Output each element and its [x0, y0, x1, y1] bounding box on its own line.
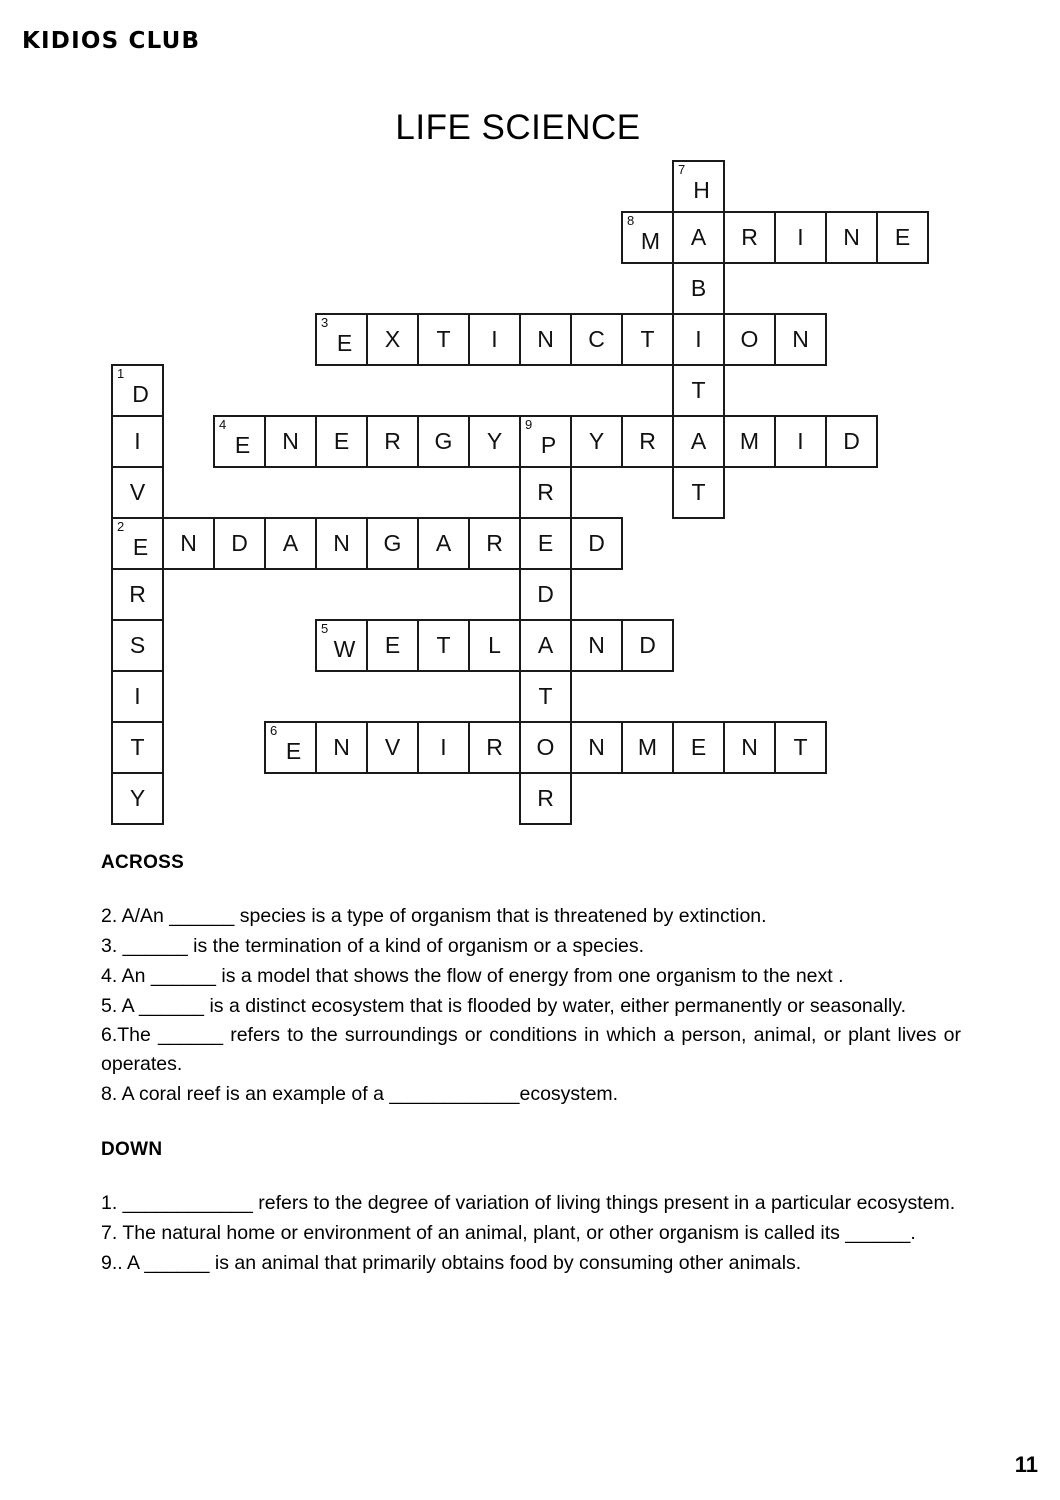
crossword-cell[interactable]: [825, 211, 878, 264]
crossword-cell[interactable]: [723, 415, 776, 468]
crossword-cell[interactable]: [876, 211, 929, 264]
crossword-cell[interactable]: [366, 721, 419, 774]
crossword-cell-letter: D: [588, 530, 605, 556]
crossword-cell-number: 8: [627, 213, 635, 228]
crossword-cell[interactable]: [723, 211, 776, 264]
crossword-cell[interactable]: [213, 517, 266, 570]
crossword-cell[interactable]: [621, 619, 674, 672]
crossword-cell[interactable]: [468, 721, 521, 774]
crossword-cell[interactable]: [315, 415, 368, 468]
crossword-cell[interactable]: [111, 772, 164, 825]
crossword-cell-letter: E: [285, 738, 302, 764]
crossword-cell-letter: D: [231, 530, 248, 556]
crossword-cell-letter: I: [797, 428, 804, 454]
crossword-cell[interactable]: [315, 721, 368, 774]
crossword-cell[interactable]: [672, 415, 725, 468]
crossword-cell[interactable]: [366, 517, 419, 570]
crossword-cell-letter: N: [741, 734, 758, 760]
crossword-cell[interactable]: [519, 721, 572, 774]
down-clue-item: 1. ____________ refers to the degree of variation of living things present in a particular ecosystem.: [101, 1192, 956, 1215]
crossword-cell[interactable]: [366, 415, 419, 468]
page-title: LIFE SCIENCE: [395, 108, 641, 147]
crossword-cell-letter: T: [538, 683, 553, 709]
across-clue-item: 8. A coral reef is an example of a ____________ecosystem.: [101, 1083, 619, 1106]
crossword-cell[interactable]: [315, 619, 368, 672]
crossword-cell[interactable]: [417, 721, 470, 774]
crossword-cell-letter: N: [180, 530, 197, 556]
across-clue-item: 6.The ______ refers to the surroundings or conditions in which a person, animal, or plant lives or operates.: [101, 1024, 961, 1076]
crossword-cell[interactable]: [519, 415, 572, 468]
crossword-cell-letter: A: [282, 530, 299, 556]
crossword-cell-letter: Y: [129, 785, 146, 811]
crossword-cell-letter: E: [537, 530, 554, 556]
crossword-cell-letter: P: [540, 432, 557, 458]
crossword-cell-number: 5: [321, 621, 329, 636]
crossword-cell[interactable]: [111, 415, 164, 468]
crossword-cell-letter: R: [486, 734, 503, 760]
crossword-cell[interactable]: [315, 517, 368, 570]
crossword-cell[interactable]: [621, 721, 674, 774]
crossword-cell-number: 6: [270, 723, 278, 738]
crossword-cell[interactable]: [774, 211, 827, 264]
crossword-cell-number: 3: [321, 315, 329, 330]
crossword-cell[interactable]: [570, 517, 623, 570]
down-heading: DOWN: [101, 1139, 163, 1161]
crossword-cell-letter: E: [690, 734, 707, 760]
crossword-cell-letter: N: [843, 224, 860, 250]
down-clue-list: [101, 1189, 961, 1278]
crossword-cell-letter: N: [588, 632, 605, 658]
crossword-cell-number: 1: [117, 366, 125, 381]
crossword-cell[interactable]: [519, 670, 572, 723]
crossword-cell[interactable]: [519, 568, 572, 621]
club-header: KIDIOS CLUB: [22, 28, 201, 54]
crossword-cell[interactable]: [825, 415, 878, 468]
crossword-cell-letter: E: [336, 330, 353, 356]
crossword-cell-letter: R: [537, 479, 554, 505]
crossword-cell[interactable]: [519, 517, 572, 570]
crossword-cell-letter: T: [640, 326, 655, 352]
crossword-cell[interactable]: [723, 313, 776, 366]
crossword-cell-letter: T: [436, 632, 451, 658]
crossword-cell[interactable]: [264, 721, 317, 774]
crossword-cell[interactable]: [570, 619, 623, 672]
clues-section: [101, 852, 961, 1279]
crossword-cell[interactable]: [621, 415, 674, 468]
across-clue-item: 5. A ______ is a distinct ecosystem that is flooded by water, either permanently or seasonally.: [101, 994, 907, 1017]
crossword-cell-letter: T: [691, 377, 706, 403]
crossword-cell[interactable]: [519, 466, 572, 519]
crossword-cell[interactable]: [774, 313, 827, 366]
crossword-cell-letter: I: [440, 734, 447, 760]
crossword-cell-letter: T: [436, 326, 451, 352]
crossword-cell-letter: I: [695, 326, 702, 352]
crossword-cell[interactable]: [111, 364, 164, 417]
crossword-cell-letter: N: [282, 428, 299, 454]
crossword-cell[interactable]: [672, 721, 725, 774]
crossword-cell-letter: C: [588, 326, 605, 352]
crossword-cell[interactable]: [264, 415, 317, 468]
crossword-cell-letter: O: [536, 734, 555, 760]
crossword-cell-number: 2: [117, 519, 125, 534]
crossword-cell[interactable]: [519, 772, 572, 825]
crossword-cell-letter: A: [435, 530, 452, 556]
crossword-cell[interactable]: [417, 313, 470, 366]
crossword-cell[interactable]: [672, 466, 725, 519]
crossword-cell-letter: O: [740, 326, 759, 352]
crossword-cell-letter: L: [488, 632, 501, 658]
crossword-cell-number: 4: [219, 417, 227, 432]
crossword-cell-letter: N: [588, 734, 605, 760]
crossword-cell-letter: H: [693, 177, 710, 203]
crossword-cell-letter: R: [741, 224, 758, 250]
crossword-cell[interactable]: [672, 364, 725, 417]
crossword-cell-letter: I: [134, 683, 141, 709]
crossword-cell[interactable]: [264, 517, 317, 570]
crossword-cell[interactable]: [111, 670, 164, 723]
crossword-cell[interactable]: [774, 721, 827, 774]
crossword-cell[interactable]: [621, 313, 674, 366]
crossword-cell[interactable]: [111, 568, 164, 621]
crossword-cell-letter: D: [843, 428, 860, 454]
crossword-cell[interactable]: [672, 160, 725, 213]
crossword-cell[interactable]: [519, 313, 572, 366]
crossword-cell-letter: A: [690, 428, 707, 454]
crossword-cell[interactable]: [723, 721, 776, 774]
crossword-cell-letter: V: [384, 734, 401, 760]
crossword-cell[interactable]: [672, 211, 725, 264]
crossword-cell-letter: M: [640, 228, 661, 254]
crossword-cell-letter: M: [637, 734, 658, 760]
crossword-cell[interactable]: [366, 619, 419, 672]
crossword-cell-letter: M: [739, 428, 760, 454]
crossword-cell-letter: I: [491, 326, 498, 352]
crossword-cell-letter: E: [234, 432, 251, 458]
crossword-cell[interactable]: [315, 313, 368, 366]
crossword-cell-letter: A: [537, 632, 554, 658]
crossword-cell[interactable]: [774, 415, 827, 468]
crossword-cell-letter: I: [797, 224, 804, 250]
crossword-cell[interactable]: [366, 313, 419, 366]
crossword-cell[interactable]: [162, 517, 215, 570]
crossword-cell-letter: V: [129, 479, 146, 505]
crossword-cell[interactable]: [468, 619, 521, 672]
crossword-cell-letter: W: [333, 636, 356, 662]
crossword-cell-letter: N: [792, 326, 809, 352]
crossword-cell[interactable]: [519, 619, 572, 672]
crossword-cell-letter: E: [894, 224, 911, 250]
crossword-cell-letter: R: [129, 581, 146, 607]
crossword-cell-letter: E: [384, 632, 401, 658]
crossword-cell-letter: T: [691, 479, 706, 505]
down-clue-item: 7. The natural home or environment of an animal, plant, or other organism is called its ______.: [101, 1221, 916, 1244]
crossword-cell-letter: A: [690, 224, 707, 250]
crossword-cell[interactable]: [111, 517, 164, 570]
crossword-cell-letter: R: [537, 785, 554, 811]
crossword-cell-letter: D: [639, 632, 656, 658]
crossword-cell[interactable]: [468, 313, 521, 366]
crossword-cell-letter: R: [639, 428, 656, 454]
crossword-cell-letter: B: [690, 275, 707, 301]
crossword-cell-letter: R: [486, 530, 503, 556]
crossword-cell[interactable]: [468, 415, 521, 468]
crossword-cell[interactable]: [570, 313, 623, 366]
crossword-cell-letter: D: [537, 581, 554, 607]
crossword-cell[interactable]: [111, 619, 164, 672]
crossword-cell[interactable]: [417, 619, 470, 672]
crossword-cell-letter: D: [132, 381, 149, 407]
crossword-cell-letter: R: [384, 428, 401, 454]
crossword-cell[interactable]: [672, 262, 725, 315]
crossword-cell[interactable]: [570, 721, 623, 774]
crossword-cell[interactable]: [213, 415, 266, 468]
crossword-cell-letter: Y: [486, 428, 503, 454]
crossword-cell-letter: N: [537, 326, 554, 352]
across-clue-item: 4. An ______ is a model that shows the flow of energy from one organism to the next .: [101, 964, 844, 987]
crossword-cell-number: 9: [525, 417, 533, 432]
across-clue-item: 2. A/An ______ species is a type of organism that is threatened by extinction.: [101, 905, 767, 927]
crossword-cell[interactable]: [417, 415, 470, 468]
page-number: 11: [1014, 1452, 1038, 1477]
across-clue-list: [101, 902, 961, 1109]
crossword-cell[interactable]: [672, 313, 725, 366]
across-clue-item: 3. ______ is the termination of a kind of organism or a species.: [101, 934, 645, 957]
crossword-cell[interactable]: [570, 415, 623, 468]
crossword-cell[interactable]: [468, 517, 521, 570]
crossword-cell-letter: X: [384, 326, 401, 352]
crossword-cell[interactable]: [111, 721, 164, 774]
across-heading: ACROSS: [101, 852, 185, 873]
crossword-cell-letter: N: [333, 734, 350, 760]
crossword-cell[interactable]: [621, 211, 674, 264]
crossword-cell-letter: N: [333, 530, 350, 556]
crossword-cell-letter: T: [793, 734, 808, 760]
crossword-cell[interactable]: [417, 517, 470, 570]
crossword-cell-letter: T: [130, 734, 145, 760]
crossword-cell-letter: E: [333, 428, 350, 454]
crossword-cell-letter: S: [129, 632, 146, 658]
crossword-cell-number: 7: [678, 162, 686, 177]
down-clue-item: 9.. A ______ is an animal that primarily obtains food by consuming other animals.: [101, 1251, 802, 1274]
crossword-cell-letter: G: [383, 530, 402, 556]
crossword-cell-letter: E: [132, 534, 149, 560]
crossword-cell-letter: G: [434, 428, 453, 454]
crossword-cell-letter: I: [134, 428, 141, 454]
crossword-cell[interactable]: [111, 466, 164, 519]
crossword-cell-letter: Y: [588, 428, 605, 454]
